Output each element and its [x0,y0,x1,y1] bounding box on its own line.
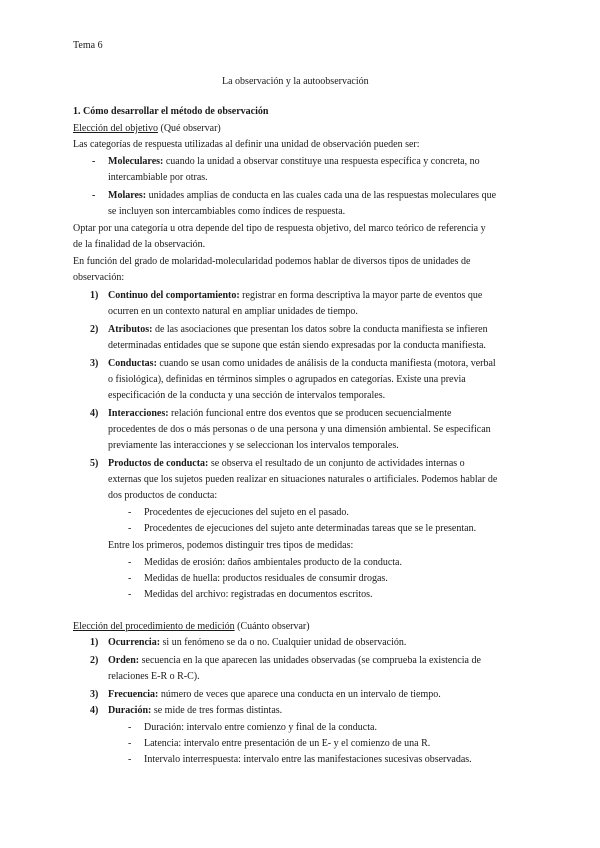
bullet-dash: - [92,190,96,201]
list-number: 2) [90,655,99,666]
header-label: Tema 6 [73,40,103,51]
categories-intro: Las categorías de respuesta utilizadas al definir una unidad de observación pueden ser: [73,139,420,150]
sub-bullet-dash: - [128,722,132,733]
product-tasks: Procedentes de ejecuciones del sujeto ante determinadas tareas que se le presentan. [144,523,477,534]
sub-bullet-dash: - [128,507,132,518]
measure-huella: Medidas de huella: productos residuales de consumir drogas. [144,573,388,584]
measures-intro: Entre los primeros, podemos distinguir tres tipos de medidas: [108,540,354,551]
list-number: 1) [90,290,99,301]
item-orden-cont: relaciones E-R o R-C). [108,671,200,682]
list-number: 4) [90,705,99,716]
unit-productos-cont: dos productos de conducta: [108,490,218,501]
objective-suffix: (Qué observar) [160,123,221,134]
paragraph-degree: En función del grado de molaridad-molecularidad podemos hablar de diversos tipos de unidades de [73,256,471,267]
list-number: 4) [90,408,99,419]
list-number: 5) [90,458,99,469]
unit-interacciones-cont: previamente las interacciones y se seleccionan los intervalos temporales. [108,440,399,451]
sub-bullet-dash: - [128,573,132,584]
list-number: 3) [90,689,99,700]
unit-conductas-cont: especificación de la conducta y una sección de intervalos temporales. [108,390,386,401]
measure-archivo: Medidas del archivo: registradas en documentos escritos. [144,589,373,600]
unit-productos: Productos de conducta: se observa el resultado de un conjunto de actividades internas o [108,458,465,469]
unit-continuo-cont: ocurren en un contexto natural en ampliar unidades de tiempo. [108,306,358,317]
category-molar-cont: se incluyen son intercambiables como índices de respuesta. [108,206,346,217]
paragraph-degree-cont: observación: [73,272,125,283]
unit-interacciones-cont: procedentes de dos o más personas o de una persona y una dimensión ambiental. Se especifican [108,424,491,435]
item-frecuencia: Frecuencia: número de veces que aparece una conducta en un intervalo de tiempo. [108,689,441,700]
unit-interacciones: Interacciones: relación funcional entre dos eventos que se producen secuencialmente [108,408,452,419]
unit-productos-cont: externas que los sujetos pueden realizar en situaciones naturales o artificiales. Podemos hablar de [108,474,498,485]
objective-line [73,122,221,135]
list-number: 1) [90,637,99,648]
list-number: 3) [90,358,99,369]
unit-continuo: Continuo del comportamiento: registrar en forma descriptiva la mayor parte de eventos que [108,290,483,301]
sub-bullet-dash: - [128,523,132,534]
objective-link: Elección del objetivo [73,123,158,134]
duration-latencia: Latencia: intervalo entre presentación de un E- y el comienzo de una R. [144,738,431,749]
item-duracion: Duración: se mide de tres formas distintas. [108,705,283,716]
sub-bullet-dash: - [128,557,132,568]
bullet-dash: - [92,156,96,167]
unit-conductas: Conductas: cuando se usan como unidades de análisis de la conducta manifiesta (motora, verbal [108,358,496,369]
sub-bullet-dash: - [128,589,132,600]
product-past: Procedentes de ejecuciones del sujeto en el pasado. [144,507,349,518]
section-heading: 1. Cómo desarrollar el método de observación [73,106,269,117]
item-ocurrencia: Ocurrencia: si un fenómeno se da o no. Cualquier unidad de observación. [108,637,407,648]
item-orden: Orden: secuencia en la que aparecen las unidades observadas (se comprueba la existencia de [108,655,481,666]
measure-erosion: Medidas de erosión: daños ambientales producto de la conducta. [144,557,402,568]
paragraph-choice: Optar por una categoría u otra depende del tipo de respuesta objetivo, del marco teórico de referencia y [73,223,486,234]
category-molecular: Moleculares: cuando la unidad a observar constituye una respuesta específica y concreta, no [108,156,480,167]
unit-conductas-cont: o fisiológica), definidas en términos simples o agrupados en categorías. Existe una previa [108,374,466,385]
duration-duracion: Duración: intervalo entre comienzo y final de la conducta. [144,722,377,733]
procedure-line [73,620,310,633]
category-molecular-cont: intercambiable por otras. [108,172,208,183]
paragraph-choice-cont: de la finalidad de la observación. [73,239,206,250]
duration-interrespuesta: Intervalo interrespuesta: intervalo entre las manifestaciones sucesivas observadas. [144,754,472,765]
category-molar: Molares: unidades amplias de conducta en las cuales cada una de las respuestas moleculares que [108,190,497,201]
unit-atributos: Atributos: de las asociaciones que presentan los datos sobre la conducta manifiesta se infieren [108,324,488,335]
document-title: La observación y la autoobservación [222,76,369,87]
procedure-link: Elección del procedimiento de medición [73,621,235,632]
unit-atributos-cont: determinadas entidades que se supone que están siendo expresadas por la conducta manifiesta. [108,340,486,351]
sub-bullet-dash: - [128,754,132,765]
sub-bullet-dash: - [128,738,132,749]
procedure-suffix: (Cuánto observar) [237,621,310,632]
list-number: 2) [90,324,99,335]
